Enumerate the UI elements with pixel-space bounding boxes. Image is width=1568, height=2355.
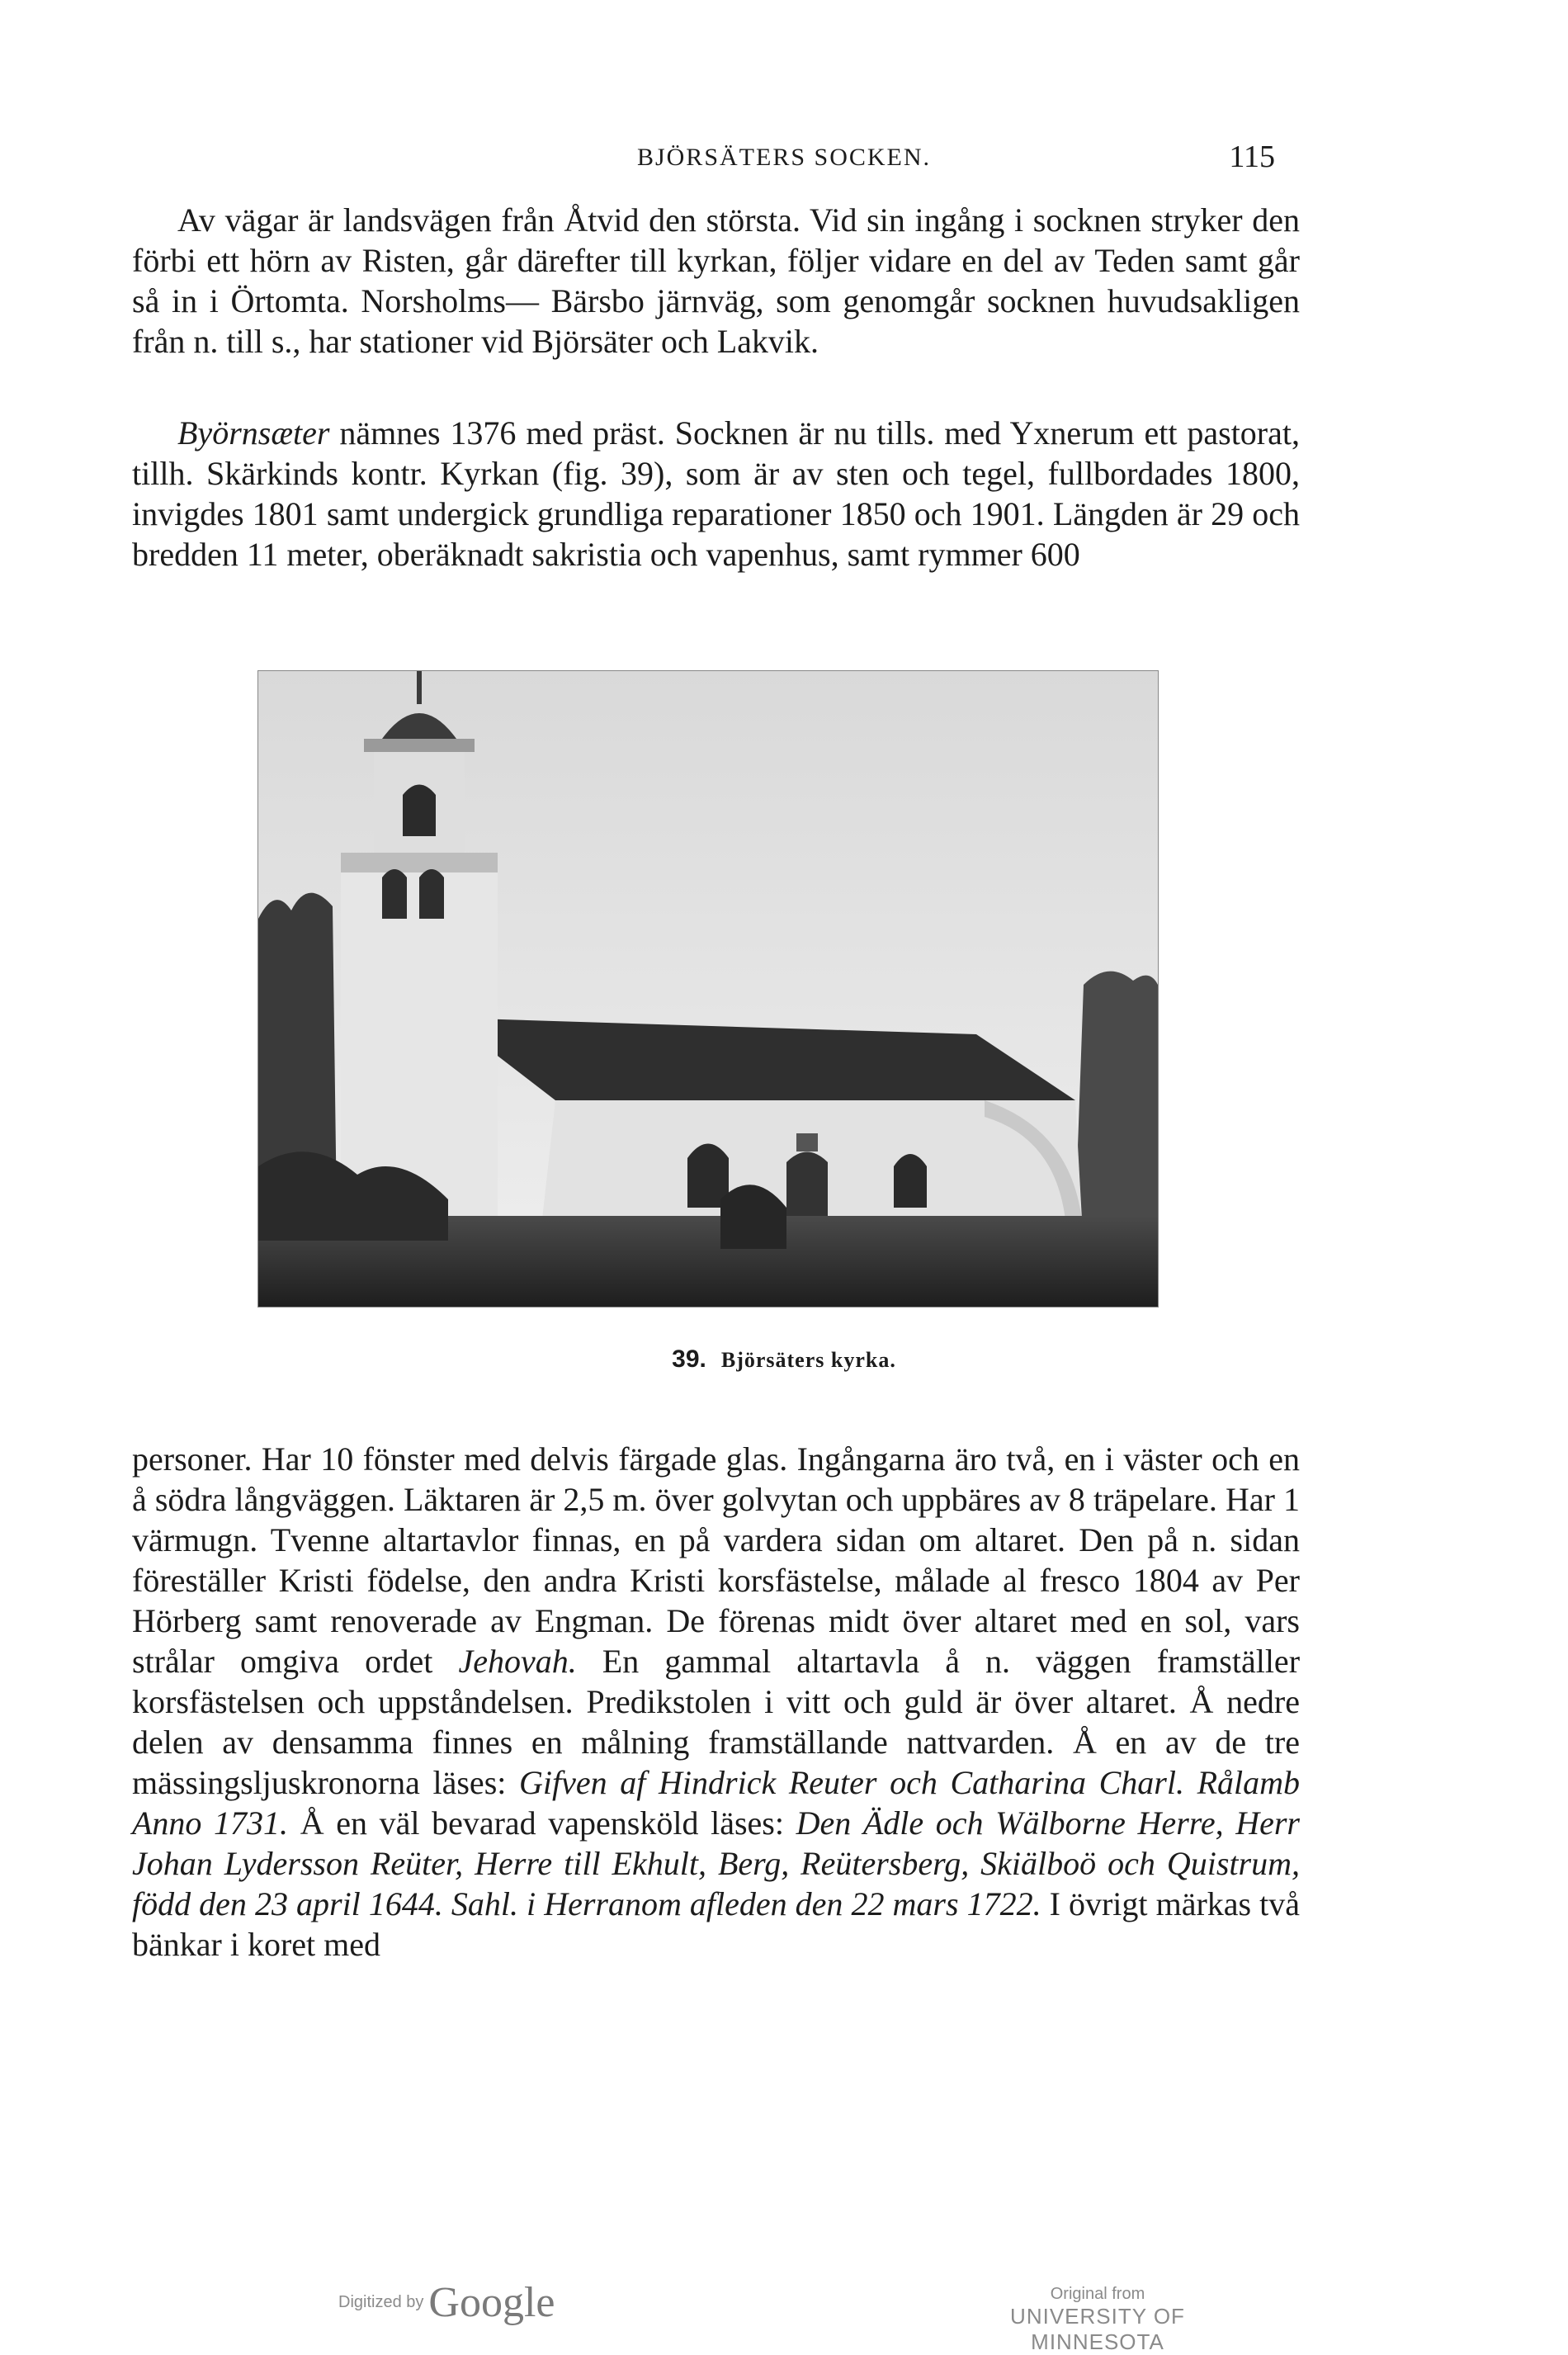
italic-place-name: Byörnsæter	[177, 414, 330, 452]
paragraph-text-2: En gammal altartavla å n. väggen framställer korsfästelsen och uppståndelsen. Predikstolen i vitt och guld är över altaret. Å nedre delen av densamma finnes en målning framställande nattvarden. Å en av de tre mässingsljuskronorna läses:	[132, 1643, 1301, 1801]
running-title: BJÖRSÄTERS SOCKEN.	[636, 144, 932, 171]
italic-coat-of-arms-inscription: Den Ädle och Wälborne Herre, Herr Johan Lydersson Reüter, Herre till Ekhult, Berg, Reütersberg, Skiälboö och Quistrum, född den 23 april 1644. Sahl. i Herranom afleden den 22 mars 1722.	[132, 1804, 1300, 1922]
university-name: UNIVERSITY OF MINNESOTA	[1010, 2304, 1185, 2354]
original-from-watermark	[957, 2285, 1238, 2355]
paragraph-text-3: Å en väl bevarad vapensköld läses:	[288, 1804, 796, 1842]
figure-number: 39.	[672, 1345, 706, 1373]
original-from-label: Original from	[1050, 2285, 1145, 2303]
church-photo-illustration	[258, 671, 1158, 1307]
paragraph-text: nämnes 1376 med präst. Socknen är nu tills. med Yxnerum ett pastorat, tillh. Skärkinds kontr. Kyrkan (fig. 39), som är av sten och tegel, fullbordades 1800, invigdes 1801 samt undergick grundliga reparationer 1850 och 1901. Längden är 29 och bredden 11 meter, oberäknadt sakristia och vapenhus, samt rymmer 600	[132, 414, 1300, 573]
google-logo: Google	[428, 2279, 555, 2326]
figure-title: Björsäters kyrka.	[720, 1348, 896, 1372]
paragraph-text-1: personer. Har 10 fönster med delvis färgade glas. Ingångarna äro två, en i väster och en å södra långväggen. Läktaren är 2,5 m. över golvytan och uppbäres av 8 träpelare. Har 1 värmugn. Tvenne altartavlor finnas, en på vardera sidan om altaret. Den på n. sidan föreställer Kristi födelse, den andra Kristi korsfästelse, målade al fresco 1804 av Per Hörberg samt renoverade av Engman. De förenas midt över altaret med en sol, vars strålar omgiva ordet	[132, 1440, 1300, 1680]
paragraph-church-interior	[132, 1439, 1300, 1965]
paragraph-text-4: I övrigt märkas två bänkar i koret med	[132, 1885, 1300, 1963]
digitized-by-google-watermark	[338, 2278, 555, 2327]
figure-caption	[0, 1345, 1568, 1374]
paragraph-roads: Av vägar är landsvägen från Åtvid den största. Vid sin ingång i socknen stryker den förbi ett hörn av Risten, går därefter till kyrkan, följer vidare en del av Teden samt går så in i Örtomta. Norsholms— Bärsbo järnväg, som genomgår socknen huvudsakligen från n. till s., har stationer vid Björsäter och Lakvik.	[132, 201, 1300, 360]
paragraph-church-history	[132, 413, 1300, 575]
running-head	[0, 139, 1568, 180]
page-number: 115	[1229, 140, 1275, 174]
church-photograph	[257, 670, 1159, 1308]
italic-jehovah: Jehovah.	[458, 1643, 577, 1680]
italic-chandelier-inscription: Gifven af Hindrick Reuter och Catharina Charl. Rålamb Anno 1731.	[132, 1764, 1301, 1842]
digitized-label: Digitized by	[338, 2293, 424, 2311]
